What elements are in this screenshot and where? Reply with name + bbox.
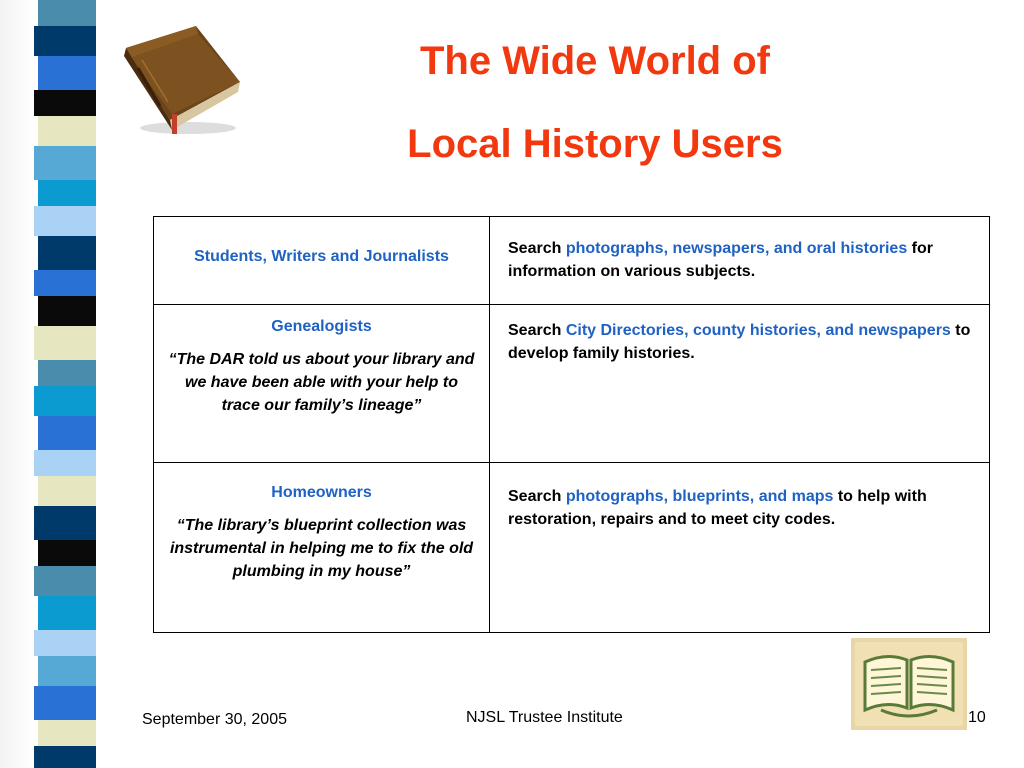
stripe-band [34, 206, 96, 236]
quote-text: “The library’s blueprint collection was instrumental in helping me to fix the old plumbing in my house” [169, 517, 474, 580]
open-book-icon [851, 638, 967, 730]
category-label: Students, Writers and Journalists [194, 248, 449, 265]
search-prefix: Search [508, 240, 566, 257]
title-line-1: The Wide World of [420, 39, 770, 83]
stripe-band [34, 386, 96, 416]
stripe-band [34, 630, 96, 656]
stripe-band [38, 596, 96, 630]
table-row [154, 305, 990, 463]
stripe-band [38, 416, 96, 450]
search-cell [490, 463, 990, 633]
stripe-band [38, 656, 96, 686]
search-cell [490, 217, 990, 305]
stripe-band [34, 506, 96, 540]
stripe-shadow [0, 0, 34, 768]
search-highlight: photographs, blueprints, and maps [565, 488, 834, 505]
category-cell [154, 305, 490, 463]
search-prefix: Search [508, 322, 566, 339]
stripe-band [38, 236, 96, 270]
stripe-band [34, 26, 96, 56]
stripe-band [38, 296, 96, 326]
search-suffix: to develop family histories. [508, 322, 971, 362]
decorative-stripe-bar [0, 0, 116, 768]
stripe-band [38, 476, 96, 506]
table-row [154, 463, 990, 633]
stripe-band [34, 90, 96, 116]
stripe-band [38, 180, 96, 206]
search-prefix: Search [508, 488, 566, 505]
stripe-band [34, 686, 96, 720]
category-cell [154, 463, 490, 633]
footer-date: September 30, 2005 [142, 711, 287, 728]
page-number: 10 [968, 709, 986, 726]
search-highlight: photographs, newspapers, and oral histories [565, 240, 908, 257]
search-suffix: for information on various subjects. [508, 240, 933, 280]
user-groups-table [153, 216, 990, 633]
stripe-band [34, 326, 96, 360]
stripe-band [38, 116, 96, 146]
old-book-icon [118, 20, 246, 140]
category-cell [154, 217, 490, 305]
stripe-band [38, 720, 96, 746]
title-line-2: Local History Users [407, 122, 783, 166]
stripe-band [38, 0, 96, 26]
stripe-band [38, 360, 96, 386]
stripe-band [34, 746, 96, 768]
stripe-band [34, 450, 96, 476]
stripe-band [34, 566, 96, 596]
table-row [154, 217, 990, 305]
stripe-band [38, 56, 96, 90]
stripe-band [38, 540, 96, 566]
search-suffix: to help with restoration, repairs and to meet city codes. [508, 488, 927, 528]
footer-title: NJSL Trustee Institute [466, 709, 623, 726]
search-highlight: City Directories, county histories, and newspapers [565, 322, 951, 339]
stripe-band [34, 146, 96, 180]
stripe-band [34, 270, 96, 296]
category-label: Homeowners [271, 484, 372, 501]
quote-text: “The DAR told us about your library and we have been able with your help to trace our family’s lineage” [168, 351, 475, 414]
search-cell [490, 305, 990, 463]
category-label: Genealogists [271, 318, 372, 335]
